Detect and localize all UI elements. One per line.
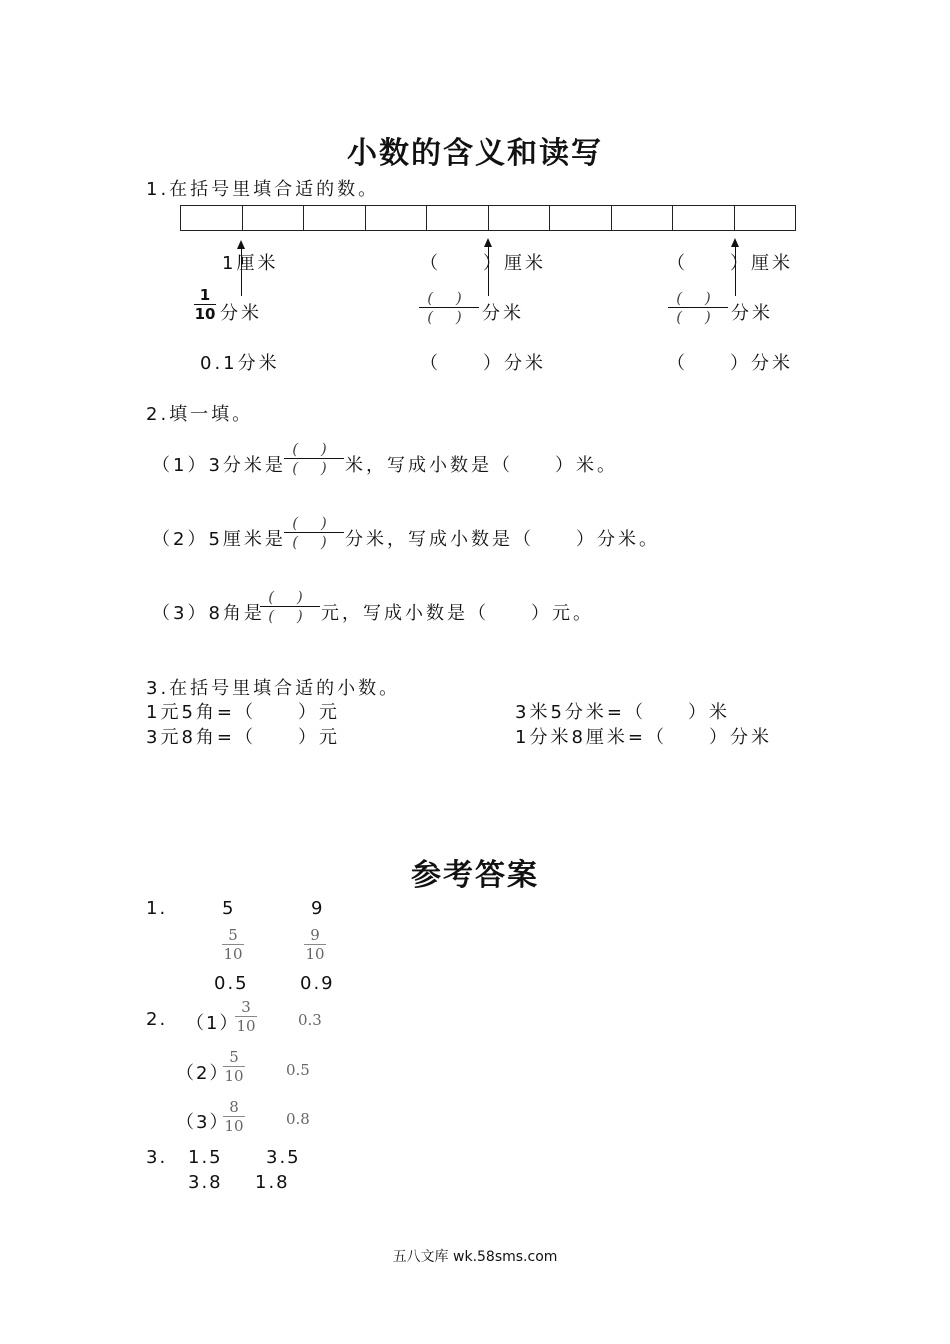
q2-item3-fraction (259, 588, 321, 625)
fraction-numerator: 3 (241, 998, 251, 1016)
blank-numerator: ( ) (268, 588, 312, 606)
q2-item3-post: 元，写成小数是（ ）元。 (321, 603, 594, 624)
fraction-numerator: 5 (228, 926, 238, 944)
q2-item1-pre: （1）3分米是 (152, 455, 286, 476)
blank-denominator: ( ) (676, 308, 720, 326)
answer2-decimal: 0.3 (298, 1011, 322, 1029)
answer2-fraction (220, 1048, 248, 1085)
q1-col3-unit: 分米 (731, 303, 773, 324)
fraction-denominator: 10 (236, 1017, 256, 1035)
fraction-numerator: 1 (199, 286, 211, 304)
answer1-decimal: 0.9 (300, 973, 335, 994)
footer-watermark: 五八文库 wk.58sms.com (392, 1249, 558, 1265)
q1-col3-fraction (667, 289, 729, 326)
fraction-denominator: 10 (224, 1117, 244, 1135)
ruler-cell (242, 205, 304, 231)
q1-col2-cm: （ ）厘米 (420, 253, 546, 274)
fraction-denominator: 10 (194, 305, 216, 323)
ruler-cell (672, 205, 734, 231)
blank-denominator: ( ) (292, 533, 336, 551)
q2-item1-post: 米，写成小数是（ ）米。 (345, 455, 618, 476)
q1-prompt: 1.在括号里填合适的数。 (146, 179, 380, 200)
fraction-numerator: 8 (229, 1098, 239, 1116)
answer2-decimal: 0.5 (286, 1061, 310, 1079)
q2-item3-pre: （3）8角是 (152, 603, 265, 624)
answer1-int: 5 (222, 898, 236, 919)
answer2-tag: （1） (186, 1013, 240, 1034)
fraction-denominator: 10 (223, 945, 243, 963)
ruler-cell (303, 205, 365, 231)
ruler-cell (180, 205, 242, 231)
fraction-denominator: 10 (224, 1067, 244, 1085)
ruler-cell (734, 205, 797, 231)
ruler-cell (611, 205, 673, 231)
answer2-fraction (232, 998, 260, 1035)
blank-numerator: ( ) (292, 514, 336, 532)
blank-numerator: ( ) (676, 289, 720, 307)
q3-item: 1分米8厘米=（ ）分米 (515, 727, 772, 748)
q3-item: 3元8角=（ ）元 (146, 727, 340, 748)
measuring-ruler (180, 205, 796, 231)
answer1-fraction (218, 926, 248, 963)
ruler-cell (488, 205, 550, 231)
answer1-decimal: 0.5 (214, 973, 249, 994)
q1-col1-unit: 分米 (220, 303, 262, 324)
answer3-value: 3.8 (188, 1172, 223, 1193)
fraction-numerator: 9 (310, 926, 320, 944)
blank-denominator: ( ) (427, 308, 471, 326)
blank-denominator: ( ) (292, 459, 336, 477)
fraction-numerator: 5 (229, 1048, 239, 1066)
q1-col2-unit: 分米 (482, 303, 524, 324)
q1-col3-decimal: （ ）分米 (667, 353, 793, 374)
blank-denominator: ( ) (268, 607, 312, 625)
q1-col1-fraction (192, 287, 218, 323)
answer2-label: 2. (146, 1009, 168, 1030)
answer3-value: 1.8 (255, 1172, 290, 1193)
q1-col1-cm: 1厘米 (222, 253, 279, 274)
blank-numerator: ( ) (427, 289, 471, 307)
answer3-value: 1.5 (188, 1147, 223, 1168)
q3-prompt: 3.在括号里填合适的小数。 (146, 678, 401, 699)
answer1-label: 1. (146, 898, 168, 919)
q1-col2-fraction (418, 289, 480, 326)
q2-item2-fraction (283, 514, 345, 551)
fraction-denominator: 10 (305, 945, 325, 963)
answer3-label: 3. (146, 1147, 168, 1168)
answer2-tag: （2） (176, 1063, 230, 1084)
ruler-cell (365, 205, 427, 231)
answer2-decimal: 0.8 (286, 1110, 310, 1128)
answer1-fraction (300, 926, 330, 963)
ruler-cell (426, 205, 488, 231)
q1-col3-cm: （ ）厘米 (667, 253, 793, 274)
answer1-int: 9 (311, 898, 325, 919)
answer2-tag: （3） (176, 1112, 230, 1133)
answer3-value: 3.5 (266, 1147, 301, 1168)
q1-col2-decimal: （ ）分米 (420, 353, 546, 374)
ruler-cell (549, 205, 611, 231)
answers-title: 参考答案 (411, 858, 539, 893)
answer2-fraction (220, 1098, 248, 1135)
q2-item2-post: 分米，写成小数是（ ）分米。 (345, 529, 660, 550)
q3-item: 3米5分米=（ ）米 (515, 702, 730, 723)
page-title: 小数的含义和读写 (347, 136, 603, 171)
blank-numerator: ( ) (292, 440, 336, 458)
q2-prompt: 2.填一填。 (146, 404, 254, 425)
q3-item: 1元5角=（ ）元 (146, 702, 340, 723)
q1-col1-decimal: 0.1分米 (200, 353, 280, 374)
q2-item1-fraction (283, 440, 345, 477)
q2-item2-pre: （2）5厘米是 (152, 529, 286, 550)
